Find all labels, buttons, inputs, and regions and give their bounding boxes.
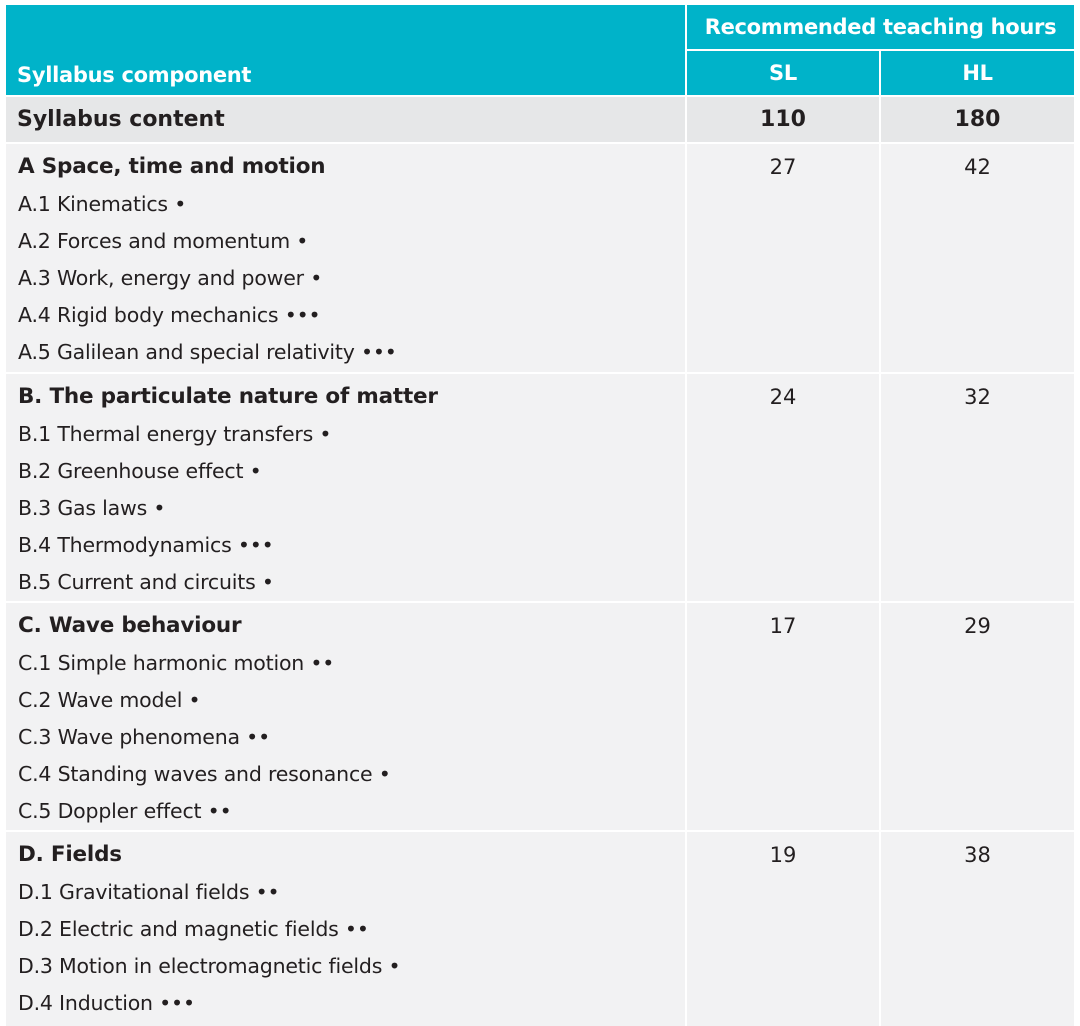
section-title: D. Fields <box>18 842 122 867</box>
section-a-sl-hours: 27 <box>687 144 879 372</box>
topic-item: C.5 Doppler effect •• <box>18 799 232 823</box>
topic-item: A.4 Rigid body mechanics ••• <box>18 303 321 327</box>
section-title: C. Wave behaviour <box>18 613 242 638</box>
summary-sl-hours: 110 <box>687 97 879 142</box>
syllabus-table <box>6 5 1070 1016</box>
header-recommended-hours: Recommended teaching hours <box>687 5 1074 49</box>
topic-item: C.4 Standing waves and resonance • <box>18 762 391 786</box>
topic-item: B.3 Gas laws • <box>18 496 166 520</box>
section-c-hl-hours: 29 <box>881 603 1074 830</box>
topic-item: B.5 Current and circuits • <box>18 570 274 594</box>
section-b-hl-hours: 32 <box>881 374 1074 601</box>
topic-item: D.4 Induction ••• <box>18 991 195 1015</box>
section-b <box>6 374 685 601</box>
section-c <box>6 603 685 830</box>
section-title: A Space, time and motion <box>18 154 326 179</box>
topic-item: A.1 Kinematics • <box>18 192 187 216</box>
topic-item: A.2 Forces and momentum • <box>18 229 309 253</box>
topic-item: D.1 Gravitational fields •• <box>18 880 280 904</box>
topic-item: B.4 Thermodynamics ••• <box>18 533 274 557</box>
section-title: B. The particulate nature of matter <box>18 384 438 409</box>
topic-item: C.2 Wave model • <box>18 688 201 712</box>
topic-item: D.3 Motion in electromagnetic fields • <box>18 954 401 978</box>
section-a <box>6 144 685 372</box>
topic-item: A.5 Galilean and special relativity ••• <box>18 340 397 364</box>
topic-item: D.2 Electric and magnetic fields •• <box>18 917 369 941</box>
header-syllabus-component: Syllabus component <box>6 5 685 95</box>
topic-item: B.1 Thermal energy transfers • <box>18 422 332 446</box>
section-d-hl-hours: 38 <box>881 832 1074 1026</box>
section-d <box>6 832 685 1026</box>
topic-item: B.2 Greenhouse effect • <box>18 459 262 483</box>
section-b-sl-hours: 24 <box>687 374 879 601</box>
section-d-sl-hours: 19 <box>687 832 879 1026</box>
section-c-sl-hours: 17 <box>687 603 879 830</box>
header-sl: SL <box>687 51 879 95</box>
summary-label: Syllabus content <box>6 97 685 142</box>
section-a-hl-hours: 42 <box>881 144 1074 372</box>
topic-item: C.1 Simple harmonic motion •• <box>18 651 335 675</box>
header-hl: HL <box>881 51 1074 95</box>
summary-hl-hours: 180 <box>881 97 1074 142</box>
topic-item: C.3 Wave phenomena •• <box>18 725 270 749</box>
topic-item: A.3 Work, energy and power • <box>18 266 323 290</box>
